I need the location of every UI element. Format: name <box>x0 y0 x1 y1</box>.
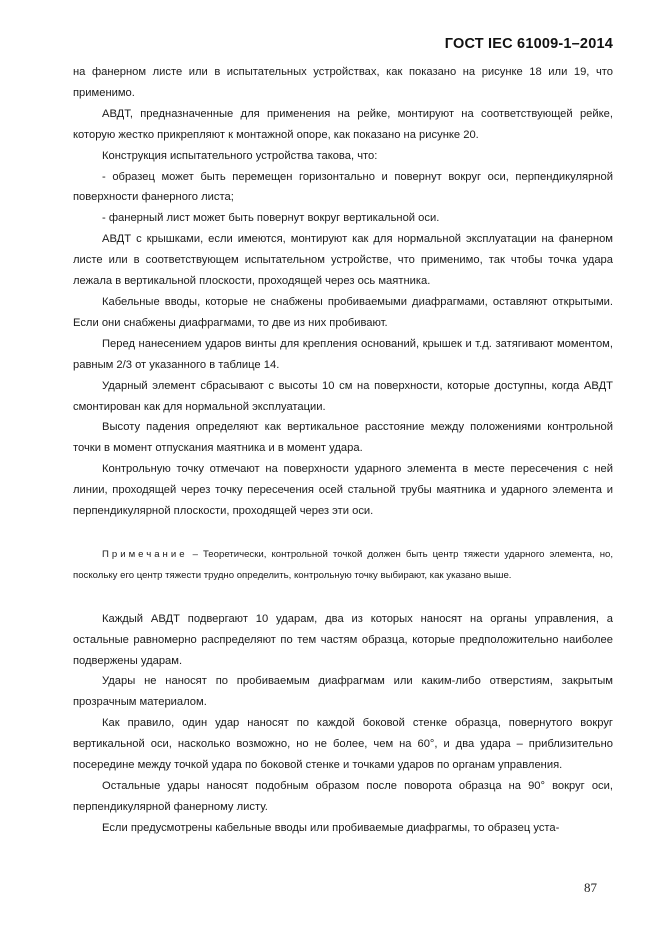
note-text: – Теоретически, контрольной точкой должен быть центр тяжести ударного элемента, но, поскольку его центр тяжести трудно определить, контрольную точку выбирают, как указано выше. <box>73 548 613 581</box>
paragraph: Перед нанесением ударов винты для крепления оснований, крышек и т.д. затягивают моментом, равным 2/3 от указанного в таблице 14. <box>73 337 613 371</box>
note <box>73 545 613 587</box>
page-number: 87 <box>584 880 597 895</box>
paragraph: Остальные удары наносят подобным образом после поворота образца на 90° вокруг оси, перпендикулярной фанерному листу. <box>73 780 613 813</box>
paragraph: Кабельные вводы, которые не снабжены пробиваемыми диафрагмами, оставляют открытыми. Если они снабжены диафрагмами, то две из них пробивают. <box>73 295 613 329</box>
paragraph: Удары не наносят по пробиваемым диафрагмам или каким-либо отверстиям, закрытым прозрачным материалом. <box>73 675 613 709</box>
note-label: Примечание <box>102 548 188 560</box>
paragraph: АВДТ с крышками, если имеются, монтируют как для нормальной эксплуатации на фанерном листе или в соответствующем испытательном устройстве, что применимо, так чтобы точка удара лежала в вертикальной плоскости, проходящей через ось маятника. <box>73 233 613 288</box>
paragraph: АВДТ, предназначенные для применения на рейке, монтируют на соответствующей рейке, которую жестко прикрепляют к монтажной опоре, как показано на рисунке 20. <box>73 107 613 141</box>
paragraph: Каждый АВДТ подвергают 10 ударам, два из которых наносят на органы управления, а остальные равномерно распределяют по тем частям образца, которые предположительно наиболее подвержены ударам. <box>73 612 613 667</box>
paragraph: Как правило, один удар наносят по каждой боковой стенке образца, повернутого вокруг вертикальной оси, насколько возможно, но не более, чем на 60°, и два удара – приблизительно посередине между точкой удара по боковой стенке и точками ударов по органам управления. <box>73 717 613 772</box>
note-block <box>73 545 613 587</box>
main-text <box>73 62 613 839</box>
standard-header: ГОСТ IEC 61009-1–2014 <box>444 36 613 52</box>
list-item: - образец может быть перемещен горизонтально и повернут вокруг оси, перпендикулярной поверхности фанерного листа; <box>73 170 613 204</box>
paragraph: Ударный элемент сбрасывают с высоты 10 см на поверхности, которые доступны, когда АВДТ смонтирован как для нормальной эксплуатации. <box>73 379 613 413</box>
paragraph: Высоту падения определяют как вертикальное расстояние между положениями контрольной точки в момент отпускания маятника и в момент удара. <box>73 421 613 455</box>
paragraph: на фанерном листе или в испытательных устройствах, как показано на рисунке 18 или 19, что применимо. <box>73 66 613 99</box>
paragraph: Конструкция испытательного устройства такова, что: <box>102 149 378 162</box>
paragraph: Контрольную точку отмечают на поверхности ударного элемента в месте пересечения с ней линии, проходящей через точку пересечения осей стальной трубы маятника и ударного элемента и перпендикулярной плоскости, проходящей через эти оси. <box>73 463 613 518</box>
paragraph: Если предусмотрены кабельные вводы или пробиваемые диафрагмы, то образец уста- <box>102 821 560 834</box>
list-item: - фанерный лист может быть повернут вокруг вертикальной оси. <box>102 212 440 225</box>
